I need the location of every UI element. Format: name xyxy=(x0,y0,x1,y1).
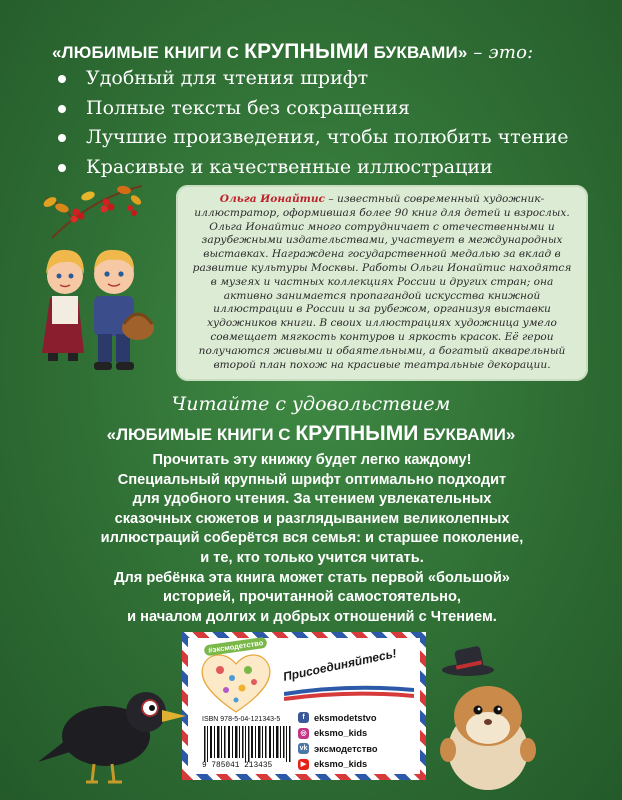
feature-item xyxy=(48,123,569,153)
bullet-icon xyxy=(58,105,66,113)
feature-text: Удобный для чтения шрифт xyxy=(86,67,369,89)
instagram-icon: ◎ xyxy=(298,728,309,739)
social-links xyxy=(298,710,378,772)
social-link-facebook[interactable] xyxy=(298,710,378,726)
join-us-text: Присоединяйтесь! xyxy=(281,646,398,684)
bio-text: – известный современный художник-иллюстратор, оформившая более 90 книг для детей и взрослых. Ольга Ионайтис много сотрудничает с отечественными и зарубежными издательствами, участвует в международных выставках. Награждена государственной медалью за вклад в развитие культуры Москвы. Работы Ольги Ионайтис находятся в музеях и частных коллекциях России и других стран; она активно занимается пропагандой искусства книжной иллюстрации в России и за рубежом, организуя выставки художников книги. В своих иллюстрациях художница умело совмещает мягкость контуров и яркость красок. Её герои получаются живыми и обаятельными, а богатый акварельный второй план похож на красивые театральные декорации. xyxy=(192,193,572,371)
facebook-icon: f xyxy=(298,712,309,723)
series-name xyxy=(0,422,622,446)
flag-stripes xyxy=(284,682,414,702)
feature-item xyxy=(48,94,569,124)
rowan-branch xyxy=(42,185,143,238)
series-title-big: КРУПНЫМИ xyxy=(244,40,369,63)
youtube-icon: ▶ xyxy=(298,759,309,770)
envelope-inner xyxy=(188,638,420,774)
series2-open: «ЛЮБИМЫЕ КНИГИ С xyxy=(106,425,296,444)
series2-big: КРУПНЫМИ xyxy=(295,422,419,445)
feature-text: Красивые и качественные иллюстрации xyxy=(86,155,493,178)
bullet-icon xyxy=(58,75,66,83)
hashtag-label: #эксмодетство xyxy=(204,637,268,657)
description-line: и те, кто только учится читать. xyxy=(200,549,424,566)
heading-suffix: – это: xyxy=(467,42,534,63)
barcode-number: 9 785041 213435 xyxy=(202,762,273,770)
description-line: для удобного чтения. За чтением увлекательных xyxy=(132,491,492,508)
vk-icon: vk xyxy=(299,745,308,753)
description-line: историей, прочитанной самостоятельно, xyxy=(163,589,461,606)
description-line: Специальный крупный шрифт оптимально подходит xyxy=(117,471,507,488)
social-label: eksmodetstvo xyxy=(314,712,377,723)
illustrator-name: Ольга Ионайтис xyxy=(219,193,326,205)
isbn: ISBN 978-5-04-121343-5 xyxy=(202,716,281,723)
series-title-open: «ЛЮБИМЫЕ КНИГИ С xyxy=(52,43,245,62)
series2-close: БУКВАМИ» xyxy=(418,425,516,444)
feature-list xyxy=(48,64,569,182)
illustrator-bio xyxy=(176,185,588,381)
description-text xyxy=(56,451,568,627)
description-line: и началом долгих и добрых отношений с Чтением. xyxy=(127,608,497,625)
social-link-vk[interactable] xyxy=(298,741,378,757)
bullet-icon xyxy=(58,164,66,172)
bullet-icon xyxy=(58,134,66,142)
description-line: Для ребёнка эта книга может стать первой «большой» xyxy=(114,569,510,586)
envelope-card xyxy=(182,632,426,780)
barcode xyxy=(202,726,292,762)
description-line: иллюстраций соберётся вся семья: и старшее поколение, xyxy=(100,530,524,547)
social-link-instagram[interactable] xyxy=(298,726,378,742)
feature-item xyxy=(48,64,569,94)
social-label: eksmo_kids xyxy=(314,728,368,739)
crow-illustration xyxy=(36,670,186,788)
social-label: эксмодетство xyxy=(314,743,378,754)
girl-figure xyxy=(42,250,84,361)
children-illustration xyxy=(32,178,164,376)
read-with-pleasure: Читайте с удовольствием xyxy=(171,393,451,415)
series-title-close: БУКВАМИ» xyxy=(368,43,468,62)
series-heading xyxy=(52,40,592,64)
social-label: eksmo_kids xyxy=(314,759,368,770)
description-line: Прочитать эту книжку будет легко каждому! xyxy=(152,452,472,468)
description-line: сказочных сюжетов и разглядыванием великолепных xyxy=(114,510,510,527)
hamster-illustration xyxy=(428,646,548,794)
feature-text: Полные тексты без сокращения xyxy=(86,96,410,119)
social-link-youtube[interactable] xyxy=(298,757,378,773)
boy-figure xyxy=(94,250,154,370)
feature-text: Лучшие произведения, чтобы полюбить чтение xyxy=(86,126,569,148)
